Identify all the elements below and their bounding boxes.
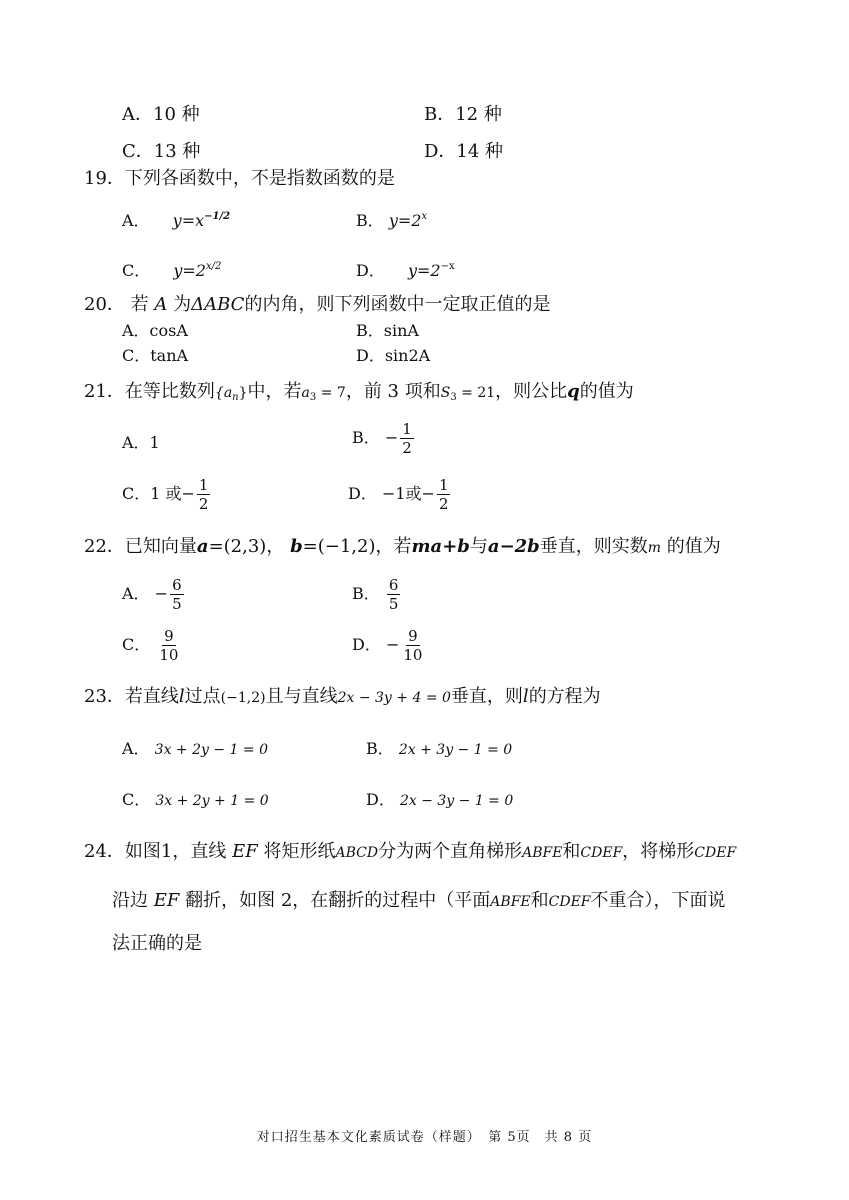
q19-option-b: B． $y=2^x$ bbox=[356, 211, 428, 230]
q19-stem: 19．下列各函数中，不是指数函数的是 bbox=[84, 168, 395, 189]
page-footer: 对口招生基本文化素质试卷（样题） 第 5页 共 8 页 bbox=[256, 1130, 593, 1145]
q22-option-a: A． − $\frac{6}{5}$ bbox=[122, 576, 182, 613]
q20-option-d: D．sin2A bbox=[356, 346, 431, 365]
q23-option-d: D． 2x − 3y − 1 = 0 bbox=[366, 790, 514, 809]
q21-option-d: D． −1或− $\frac{1}{2}$ bbox=[348, 476, 449, 513]
q22-option-b: B． $\frac{6}{5}$ bbox=[352, 576, 399, 613]
q24-line-3: 法正确的是 bbox=[112, 933, 202, 954]
q18-option-c: C．13 种 bbox=[122, 141, 201, 162]
q22-stem: 22．已知向量a=(2,3)， b=(−1,2)，若ma+b与a−2b垂直，则实数m 的值为 bbox=[84, 536, 721, 557]
q21-option-a: A．1 bbox=[122, 433, 160, 452]
q24-line-2: 沿边 EF 翻折，如图 2，在翻折的过程中（平面ABFE和CDEF不重合），下面说 bbox=[112, 890, 726, 911]
q23-stem: 23．若直线l过点(−1,2)且与直线2x − 3y + 4 = 0垂直，则l的方程为 bbox=[84, 686, 601, 707]
q23-option-b: B． 2x + 3y − 1 = 0 bbox=[366, 739, 513, 758]
q20-option-c: C．tanA bbox=[122, 346, 189, 365]
q20-option-b: B．sinA bbox=[356, 321, 419, 340]
q18-option-a: A．10 种 bbox=[122, 104, 200, 125]
q18-option-d: D．14 种 bbox=[424, 141, 504, 162]
q20-option-a: A．cosA bbox=[122, 321, 188, 340]
q19-option-a: A． $y=x^{-1/2}$ bbox=[122, 211, 231, 230]
q19-option-d: D． $y=2^{-x}$ bbox=[356, 261, 455, 280]
q20-stem: 20． 若 A 为ΔABC的内角，则下列函数中一定取正值的是 bbox=[84, 294, 551, 315]
q23-option-a: A． 3x + 2y − 1 = 0 bbox=[122, 739, 268, 758]
q21-stem: 21．在等比数列$\{a_n\}$中，若$a_3 = 7$，前 3 项和$S_3 = 21$，则公比q的值为 bbox=[84, 381, 634, 403]
q23-option-c: C． 3x + 2y + 1 = 0 bbox=[122, 790, 269, 809]
q22-option-d: D． − $\frac{9}{10}$ bbox=[352, 627, 423, 664]
q18-option-b: B．12 种 bbox=[424, 104, 502, 125]
q21-option-b: B． − $\frac{1}{2}$ bbox=[352, 420, 412, 457]
q21-option-c: C．1 或− $\frac{1}{2}$ bbox=[122, 476, 209, 513]
q22-option-c: C． $\frac{9}{10}$ bbox=[122, 627, 179, 664]
q19-option-c: C． $y=2^{x/2}$ bbox=[122, 261, 222, 280]
q24-line-1: 24．如图1，直线 EF 将矩形纸ABCD分为两个直角梯形ABFE和CDEF，将梯形CDEF bbox=[84, 841, 737, 862]
